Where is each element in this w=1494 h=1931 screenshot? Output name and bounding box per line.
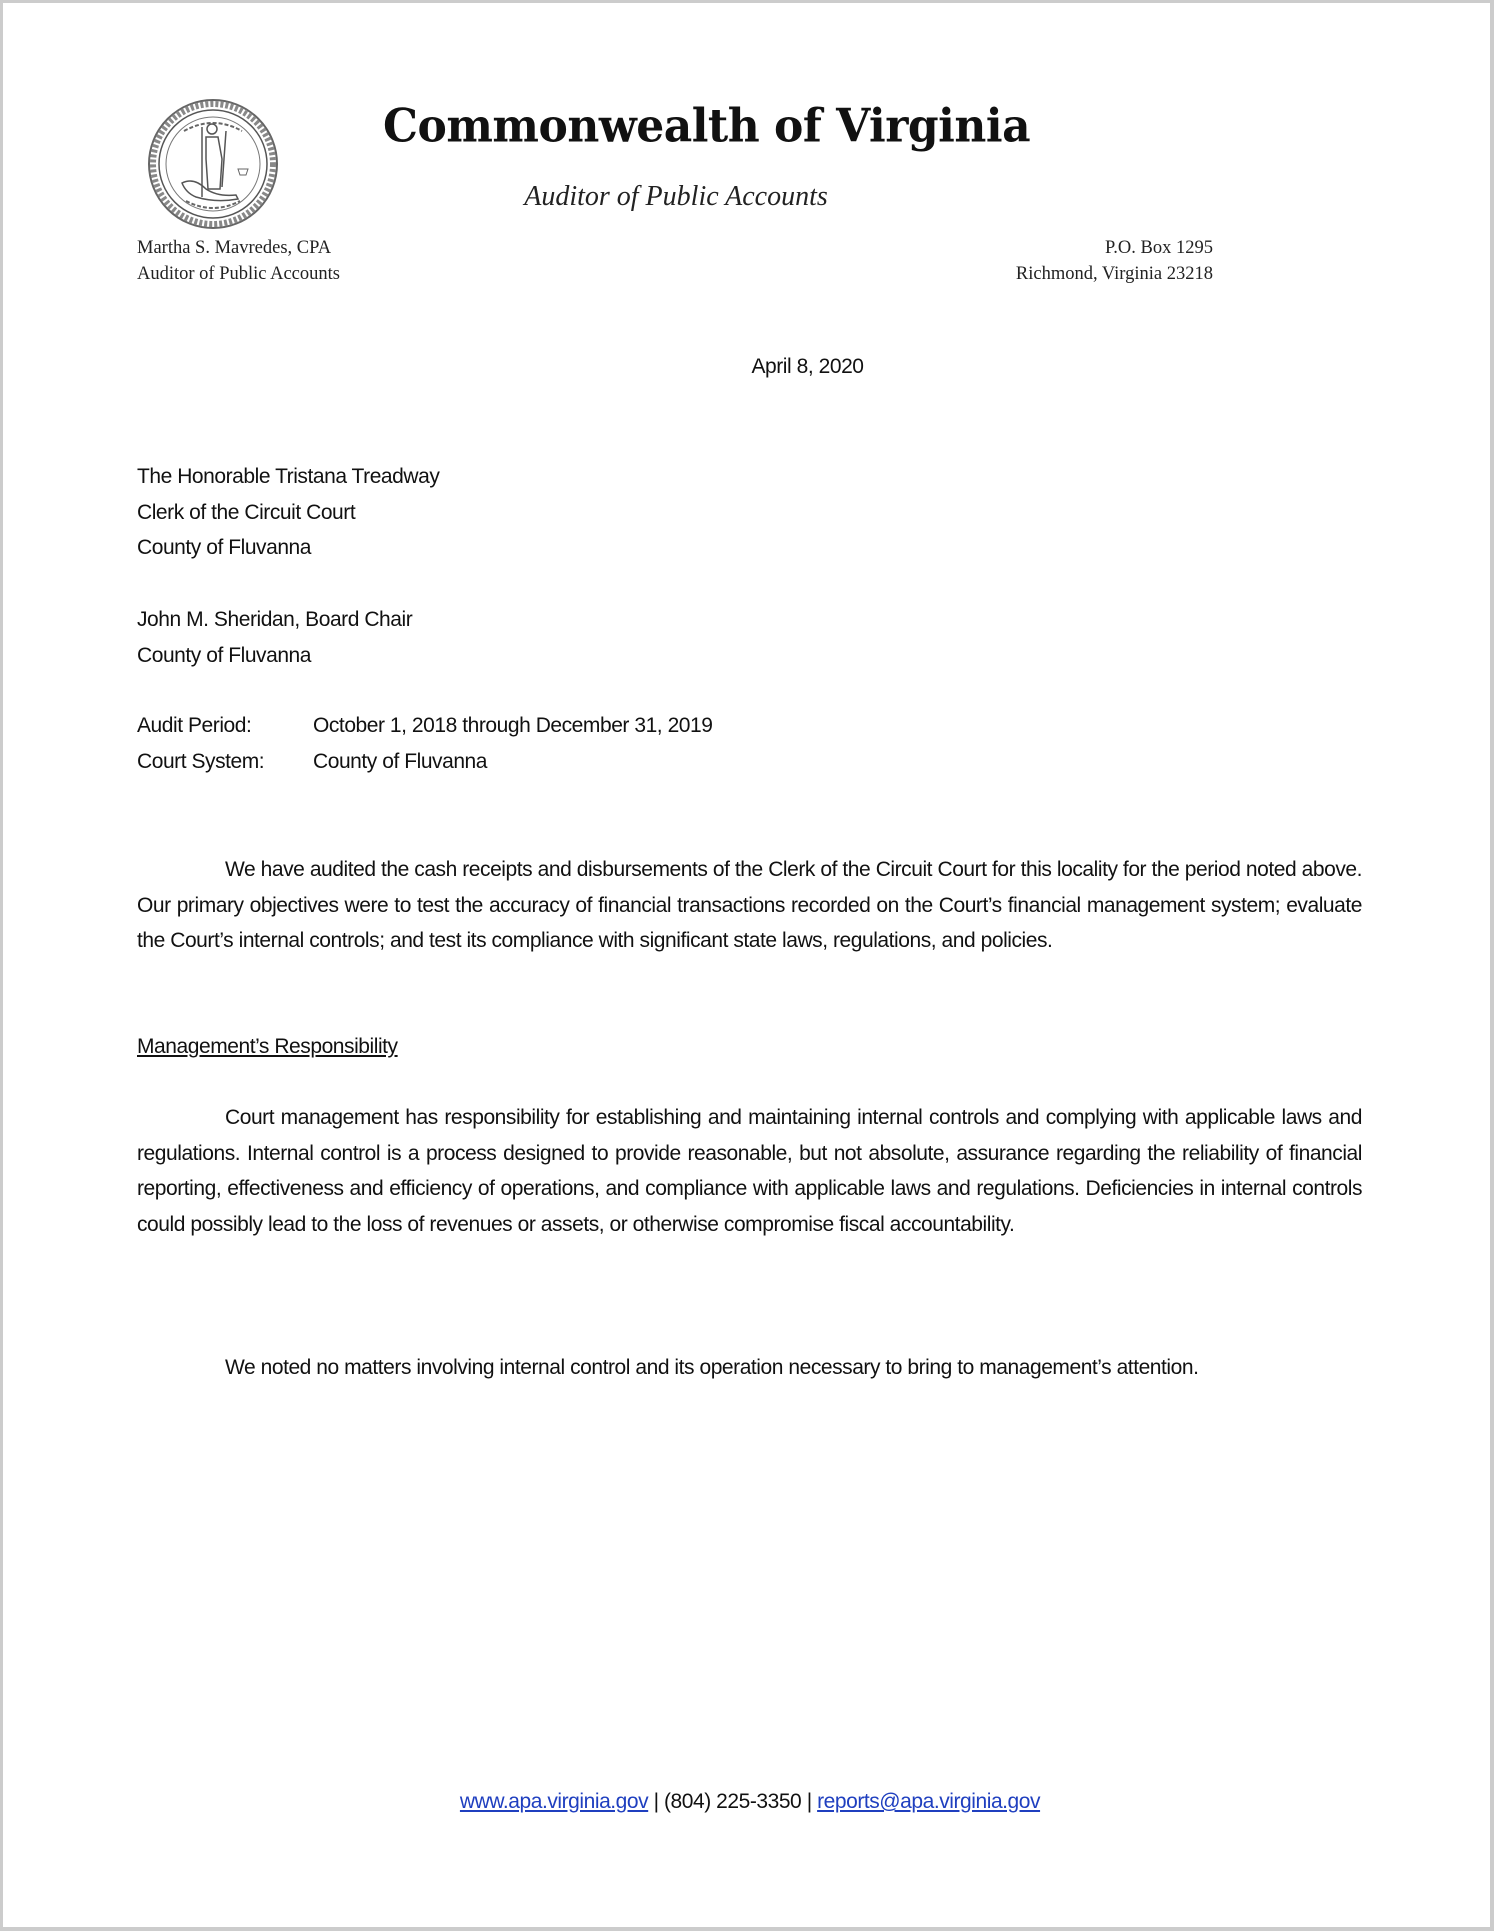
- recipient-line: John M. Sheridan, Board Chair: [137, 608, 413, 631]
- recipient-block: [137, 459, 439, 566]
- recipient-block: [137, 602, 412, 673]
- footer-separator: |: [653, 1790, 659, 1813]
- office-address: [963, 235, 1213, 287]
- address-line-2: Richmond, Virginia 23218: [1015, 264, 1213, 284]
- audit-period-label: Audit Period:: [137, 714, 252, 737]
- recipient-line: County of Fluvanna: [137, 536, 312, 560]
- recipient-line: Clerk of the Circuit Court: [137, 500, 356, 524]
- audit-info: [137, 708, 713, 779]
- recipient-line: The Honorable Tristana Treadway: [137, 465, 440, 488]
- phone-number: (804) 225-3350: [663, 1790, 802, 1813]
- letterhead-title: Commonwealth of Virginia: [383, 99, 1031, 154]
- section-heading: Management’s Responsibility: [137, 1035, 398, 1058]
- letterhead-subtitle: Auditor of Public Accounts: [524, 181, 828, 212]
- auditor-name: Martha S. Mavredes, CPA: [137, 238, 332, 258]
- intro-paragraph: We have audited the cash receipts and disbursements of the Clerk of the Circuit Court for this locality for the period noted above. Our primary objectives were to test the accuracy of financial transactions recorded on the Court’s financial management system; evaluate the Court’s internal controls; and test its compliance with significant state laws, regulations, and policies.: [137, 858, 1362, 953]
- auditor-role: Auditor of Public Accounts: [137, 264, 340, 284]
- conclusion-paragraph: We noted no matters involving internal control and its operation necessary to bring to management’s attention.: [225, 1356, 1199, 1379]
- auditor-signature-block: [137, 235, 340, 287]
- email-link[interactable]: reports@apa.virginia.gov: [817, 1790, 1041, 1813]
- letter-date: April 8, 2020: [751, 355, 864, 378]
- website-link[interactable]: www.apa.virginia.gov: [459, 1790, 649, 1813]
- footer-separator: |: [806, 1790, 812, 1813]
- recipient-line: County of Fluvanna: [137, 643, 312, 667]
- virginia-seal-icon: [146, 97, 280, 231]
- court-system-label: Court System:: [137, 749, 265, 773]
- audit-period-row: [137, 708, 713, 744]
- court-system-value: County of Fluvanna: [313, 749, 488, 773]
- audit-period-value: October 1, 2018 through December 31, 2019: [313, 714, 713, 737]
- responsibility-paragraph: Court management has responsibility for establishing and maintaining internal controls and complying with applicable laws and regulations. Internal control is a process designed to provide reasonable, but not absolute, assurance regarding the reliability of financial reporting, effectiveness and efficiency of operations, and compliance with applicable laws and regulations. Deficiencies in internal controls could possibly lead to the loss of revenues or assets, or otherwise compromise fiscal accountability.: [137, 1106, 1362, 1237]
- court-system-row: [137, 744, 713, 780]
- address-line-1: P.O. Box 1295: [1105, 238, 1213, 258]
- footer-contact: [3, 1785, 1494, 1819]
